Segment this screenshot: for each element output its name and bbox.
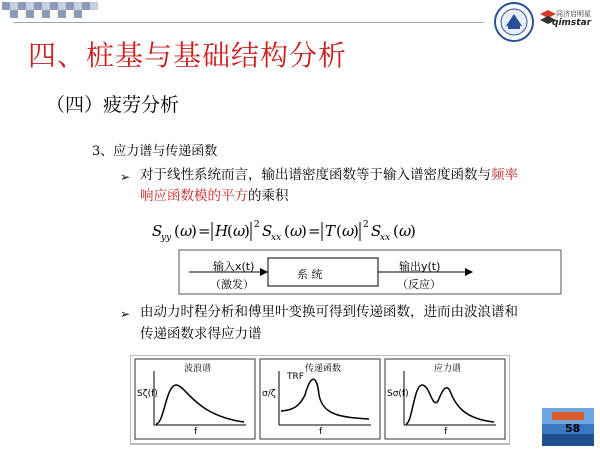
transfer-function-panel bbox=[259, 355, 381, 441]
wave-spectrum-panel bbox=[134, 355, 256, 441]
svg-text:yy: yy bbox=[161, 233, 172, 243]
svg-text:ω: ω bbox=[180, 222, 193, 240]
svg-text:(: ( bbox=[393, 222, 399, 240]
svg-text:ω: ω bbox=[233, 222, 246, 240]
bullet1-line1 bbox=[140, 165, 518, 186]
svg-text:H: H bbox=[215, 222, 229, 240]
svg-text:): ) bbox=[353, 222, 359, 240]
svg-text:): ) bbox=[410, 222, 416, 240]
brand-name-cn: 同济启明星 bbox=[556, 10, 591, 18]
system-flow-diagram bbox=[175, 248, 565, 298]
spectrum-equation bbox=[150, 210, 440, 250]
svg-text:S: S bbox=[371, 222, 382, 240]
svg-text:xx: xx bbox=[380, 233, 391, 243]
flow-output-label: 输出y(t) bbox=[399, 260, 441, 273]
svg-text:ω: ω bbox=[342, 222, 355, 240]
svg-text:ω: ω bbox=[290, 222, 303, 240]
panel2-ylabel: σ/ζ bbox=[262, 389, 276, 399]
arrow-bullet-icon: ➢ bbox=[120, 307, 131, 321]
bullet1-highlight-cont: 响应函数模的平方 bbox=[140, 188, 248, 204]
panel2-title: 传递函数 bbox=[305, 364, 342, 374]
svg-text:S: S bbox=[262, 222, 273, 240]
point-heading: 3、应力谱与传递函数 bbox=[92, 144, 218, 159]
svg-text:ω: ω bbox=[399, 222, 412, 240]
bullet2-line1: 由动力时程分析和傅里叶变换可得到传递函数，进而由波浪谱和 bbox=[140, 304, 518, 320]
panel1-xlabel: f bbox=[194, 427, 198, 437]
panel3-title: 应力谱 bbox=[434, 364, 462, 374]
svg-text:xx: xx bbox=[271, 233, 282, 243]
university-seal-logo bbox=[494, 2, 534, 42]
checker-decoration bbox=[2, 2, 98, 22]
eq-s-yy: S bbox=[152, 222, 163, 240]
bullet1-line2 bbox=[140, 186, 289, 207]
svg-text:(: ( bbox=[336, 222, 342, 240]
flow-input-sub: （激发） bbox=[210, 278, 254, 291]
panel2-xlabel: f bbox=[319, 427, 323, 437]
panel1-title: 波浪谱 bbox=[184, 364, 212, 374]
bullet1-highlight: 频率 bbox=[491, 167, 518, 183]
panel3-xlabel: f bbox=[444, 427, 448, 437]
svg-text:2: 2 bbox=[254, 220, 260, 230]
bullet1-text: 对于线性系统而言，输出谱密度函数等于输入谱密度函数与 bbox=[140, 167, 491, 183]
page-number: 58 bbox=[565, 422, 581, 435]
svg-text:=: = bbox=[308, 222, 321, 240]
header-rule bbox=[14, 22, 484, 23]
section-subtitle: （四）疲劳分析 bbox=[46, 94, 180, 116]
panel1-ylabel: Sζ(f) bbox=[137, 389, 158, 399]
panel3-ylabel: Sσ(f) bbox=[387, 389, 409, 399]
svg-text:2: 2 bbox=[363, 220, 369, 230]
stress-spectrum-panel bbox=[384, 355, 506, 441]
svg-text:): ) bbox=[191, 222, 197, 240]
svg-text:(: ( bbox=[284, 222, 290, 240]
panel2-trf: TRF bbox=[287, 372, 304, 382]
svg-text:): ) bbox=[301, 222, 307, 240]
svg-text:=: = bbox=[198, 222, 211, 240]
svg-text:): ) bbox=[244, 222, 250, 240]
spectrum-figure bbox=[130, 355, 510, 445]
bullet1-text-end: 的乘积 bbox=[248, 188, 289, 204]
brand-name-en: qimstar bbox=[552, 18, 592, 28]
slide-title: 四、桩基与基础结构分析 bbox=[28, 39, 348, 72]
arrow-bullet-icon: ➢ bbox=[120, 170, 131, 184]
svg-text:T: T bbox=[325, 222, 336, 240]
svg-text:(: ( bbox=[174, 222, 180, 240]
flow-output-sub: （反应） bbox=[397, 278, 441, 291]
flow-input-label: 输入x(t) bbox=[213, 260, 255, 273]
svg-text:(: ( bbox=[227, 222, 233, 240]
bullet2-line2: 传递函数求得应力谱 bbox=[140, 326, 262, 342]
flow-system-label: 系 统 bbox=[297, 268, 323, 281]
